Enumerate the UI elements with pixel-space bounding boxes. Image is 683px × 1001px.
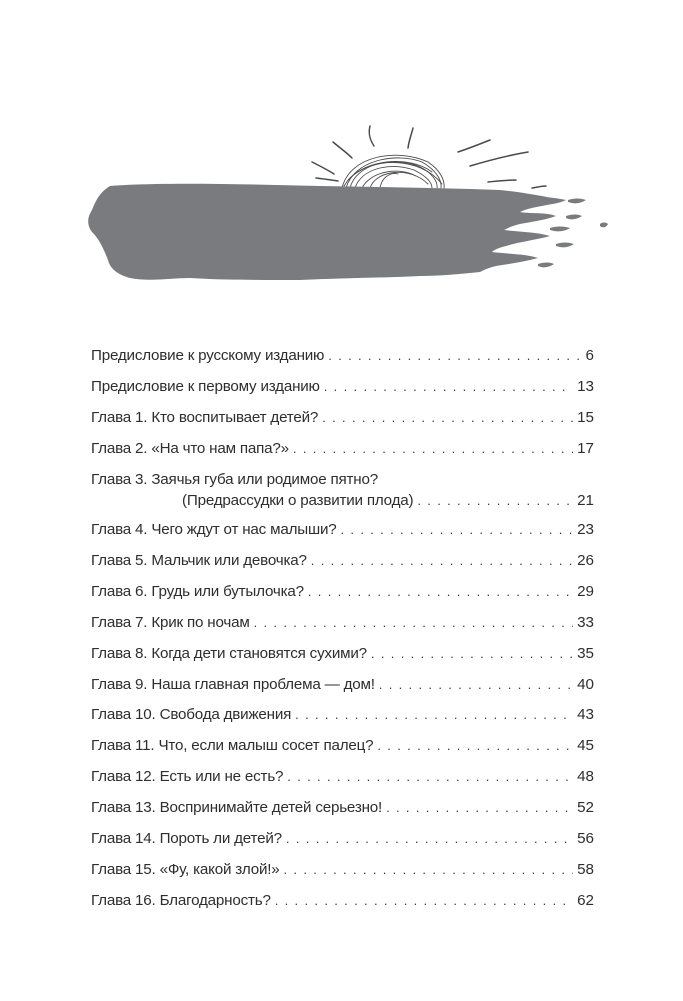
toc-entry[interactable] bbox=[91, 797, 594, 828]
toc-entry[interactable] bbox=[91, 581, 594, 612]
dot-leader bbox=[275, 890, 573, 912]
toc-entry-label: Глава 7. Крик по ночам bbox=[91, 613, 250, 631]
toc-entry-label: Глава 12. Есть или не есть? bbox=[91, 768, 284, 786]
toc-page-number: 29 bbox=[577, 582, 594, 600]
dot-leader bbox=[322, 407, 573, 429]
dot-leader bbox=[340, 519, 573, 541]
dot-leader bbox=[295, 704, 573, 726]
toc-entry-label: Глава 10. Свобода движения bbox=[91, 706, 292, 724]
toc-entry[interactable] bbox=[91, 704, 594, 735]
toc-entry-label: Глава 3. Заячья губа или родимое пятно? bbox=[91, 470, 378, 488]
toc-page-number: 13 bbox=[577, 377, 594, 395]
dot-leader bbox=[286, 828, 573, 850]
toc-page-number: 6 bbox=[585, 347, 594, 364]
toc-entry-label: Предисловие к первому изданию bbox=[91, 377, 320, 395]
dot-leader bbox=[328, 345, 580, 367]
toc-entry-label: Глава 2. «На что нам папа?» bbox=[91, 439, 289, 457]
toc-page-number: 15 bbox=[577, 408, 594, 426]
page-title: ОГЛАВЛЕНИЕ bbox=[202, 313, 384, 341]
dot-leader bbox=[287, 766, 573, 788]
toc-entry-label: Глава 4. Чего ждут от нас малыши? bbox=[91, 521, 337, 539]
toc-entry-label: Предисловие к русскому изданию bbox=[91, 347, 325, 364]
toc-entry[interactable] bbox=[91, 469, 594, 520]
toc-page-number: 33 bbox=[577, 613, 594, 631]
dot-leader bbox=[324, 376, 573, 398]
toc-entry[interactable] bbox=[91, 674, 594, 705]
toc-entry[interactable] bbox=[91, 735, 594, 766]
toc-entry-label: Глава 11. Что, если малыш сосет палец? bbox=[91, 737, 374, 755]
toc-entry-label: Глава 16. Благодарность? bbox=[91, 891, 271, 909]
toc-entry[interactable] bbox=[91, 890, 594, 921]
toc-entry[interactable] bbox=[91, 345, 594, 376]
toc-page-number: 21 bbox=[577, 491, 594, 509]
dot-leader bbox=[371, 643, 573, 665]
toc-entry[interactable] bbox=[91, 859, 594, 890]
toc-page-number: 43 bbox=[577, 706, 594, 724]
sun-icon bbox=[80, 100, 610, 320]
toc-entry[interactable] bbox=[91, 766, 594, 797]
dot-leader bbox=[308, 581, 573, 603]
toc-entry-label: Глава 13. Воспринимайте детей серьезно! bbox=[91, 799, 383, 817]
toc-entry[interactable] bbox=[91, 376, 594, 407]
toc-page-number: 40 bbox=[577, 675, 594, 693]
toc-entry-label: Глава 5. Мальчик или девочка? bbox=[91, 551, 307, 569]
dot-leader bbox=[377, 735, 573, 757]
toc-page-number: 26 bbox=[577, 551, 594, 569]
toc-entry[interactable] bbox=[91, 550, 594, 581]
dot-leader bbox=[293, 438, 573, 460]
toc-entry[interactable] bbox=[91, 519, 594, 550]
toc-entry-label: Глава 1. Кто воспитывает детей? bbox=[91, 408, 319, 426]
toc-entry-label: Глава 14. Пороть ли детей? bbox=[91, 829, 282, 847]
toc-page-number: 58 bbox=[577, 860, 594, 878]
toc-entry[interactable] bbox=[91, 643, 594, 674]
toc-page-number: 62 bbox=[577, 891, 594, 909]
toc-page-number: 45 bbox=[577, 737, 594, 755]
dot-leader bbox=[417, 490, 573, 511]
dot-leader bbox=[379, 674, 573, 696]
toc-page-number: 52 bbox=[577, 799, 594, 817]
toc-entry[interactable] bbox=[91, 438, 594, 469]
toc-entry-label: Глава 6. Грудь или бутылочка? bbox=[91, 582, 304, 600]
dot-leader bbox=[386, 797, 573, 819]
table-of-contents bbox=[91, 345, 594, 921]
toc-entry-label: Глава 8. Когда дети становятся сухими? bbox=[91, 644, 367, 662]
dot-leader bbox=[311, 550, 573, 572]
toc-entry[interactable] bbox=[91, 828, 594, 859]
dot-leader bbox=[254, 612, 574, 634]
toc-entry[interactable] bbox=[91, 612, 594, 643]
toc-page-number: 48 bbox=[577, 768, 594, 786]
header-illustration bbox=[80, 100, 610, 341]
toc-page-number: 17 bbox=[577, 439, 594, 457]
toc-page-number: 35 bbox=[577, 644, 594, 662]
toc-entry-subtitle: (Предрассудки о развитии плода) bbox=[182, 491, 414, 509]
toc-entry-label: Глава 9. Наша главная проблема — дом! bbox=[91, 675, 375, 693]
toc-entry[interactable] bbox=[91, 407, 594, 438]
toc-page-number: 56 bbox=[577, 829, 594, 847]
toc-entry-label: Глава 15. «Фу, какой злой!» bbox=[91, 860, 280, 878]
dot-leader bbox=[284, 859, 574, 881]
toc-page-number: 23 bbox=[577, 521, 594, 539]
